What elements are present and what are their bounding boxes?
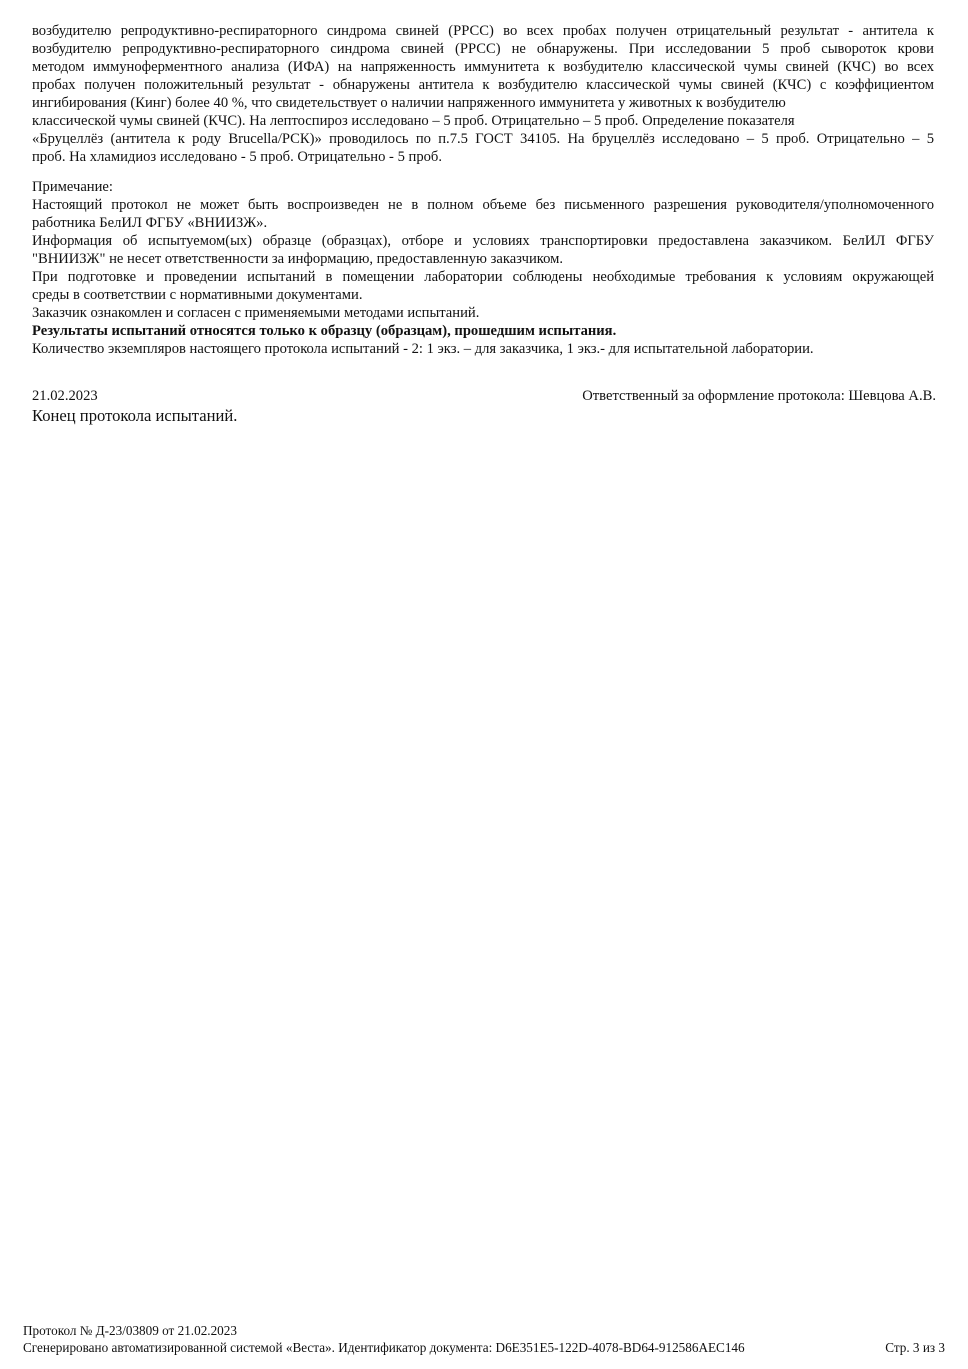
note-line: среды в соответствии с нормативными документами. (32, 287, 363, 303)
paragraph-line: классической чумы свиней (КЧС). На лептоспироз исследовано – 5 проб. Отрицательно – 5 проб. Определение показателя (32, 113, 795, 129)
results-paragraph (32, 22, 934, 166)
note-line: Информация об испытуемом(ых) образце (образцах), отборе и условиях транспортировки предоставлена заказчиком. БелИЛ ФГБУ (32, 233, 934, 249)
paragraph-line: «Бруцеллёз (антитела к роду Brucella/РСК)» проводилось по п.7.5 ГОСТ 34105. На бруцеллёз исследовано – 5 проб. Отрицательно – 5 (32, 131, 934, 147)
note-line: работника БелИЛ ФГБУ «ВНИИЗЖ». (32, 215, 268, 231)
note-section (32, 178, 934, 358)
note-line: При подготовке и проведении испытаний в помещении лаборатории соблюдены необходимые требования к условиям окружающей (32, 269, 934, 285)
note-line: Количество экземпляров настоящего протокола испытаний - 2: 1 экз. – для заказчика, 1 экз.- для испытательной лаборатории. (32, 341, 814, 357)
note-heading: Примечание: (32, 179, 113, 195)
note-line-bold: Результаты испытаний относятся только к образцу (образцам), прошедшим испытания. (32, 323, 617, 339)
note-line: "ВНИИЗЖ" не несет ответственности за информацию, предоставленную заказчиком. (32, 251, 564, 267)
footer-generated-text: Сгенерировано автоматизированной системой «Веста». Идентификатор документа: D6E351E5-122D-4078-BD64-912586AEC146 (23, 1340, 745, 1355)
end-of-protocol: Конец протокола испытаний. (32, 406, 238, 425)
signature-date: 21.02.2023 (32, 388, 98, 404)
note-line: Заказчик ознакомлен и согласен с применяемыми методами испытаний. (32, 305, 480, 321)
footer-protocol (23, 1323, 945, 1339)
paragraph-line: методом иммуноферментного анализа (ИФА) на напряженность иммунитета к возбудителю классической чумы свиней (КЧС) во всех (32, 59, 934, 75)
footer-protocol-number: Протокол № Д-23/03809 от 21.02.2023 (23, 1323, 237, 1338)
footer-page-number: Стр. 3 из 3 (885, 1340, 945, 1355)
paragraph-line: пробах получен положительный результат - обнаружены антитела к возбудителю классической чумы свиней (КЧС) с коэффициентом (32, 77, 934, 93)
note-line: Настоящий протокол не может быть воспроизведен не в полном объеме без письменного разрешения руководителя/уполномоченного (32, 197, 934, 213)
paragraph-line: возбудителю репродуктивно-респираторного синдрома свиней (РРСС) не обнаружены. При исследовании 5 проб сывороток крови (32, 41, 934, 57)
paragraph-line: возбудителю репродуктивно-респираторного синдрома свиней (РРСС) во всех пробах получен отрицательный результат - антитела к (32, 23, 934, 39)
paragraph-line: проб. На хламидиоз исследовано - 5 проб. Отрицательно - 5 проб. (32, 149, 442, 165)
footer-generated (23, 1340, 945, 1356)
paragraph-line: ингибирования (Кинг) более 40 %, что свидетельствует о наличии напряженного иммунитета у животных к возбудителю (32, 95, 786, 111)
document-body (32, 22, 934, 358)
signature-responsible: Ответственный за оформление протокола: Шевцова А.В. (582, 388, 936, 404)
